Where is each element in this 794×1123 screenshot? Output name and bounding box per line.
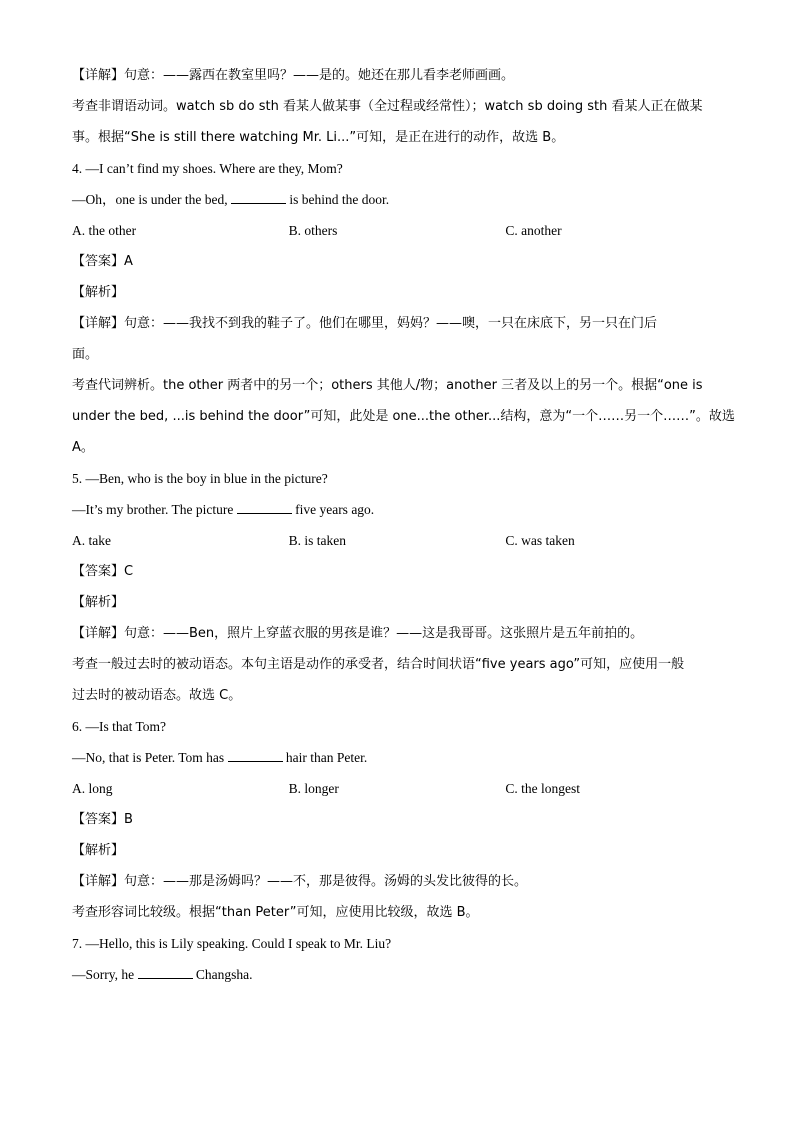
text-line: 考查一般过去时的被动语态。本句主语是动作的承受者，结合时间状语“five years ago”可知，应使用一般 bbox=[72, 657, 685, 672]
text-line: 【答案】B bbox=[72, 812, 133, 827]
question-text: 7. —Hello, this is Lily speaking. Could I speak to Mr. Liu? bbox=[72, 936, 392, 951]
question-text-after: is behind the door. bbox=[285, 192, 390, 207]
option-item: A. long bbox=[72, 781, 113, 796]
document-page bbox=[72, 60, 735, 990]
text-line: 【详解】句意：——那是汤姆吗？——不，那是彼得。汤姆的头发比彼得的长。 bbox=[72, 874, 528, 889]
question-text: —It’s my brother. The picture bbox=[72, 502, 237, 517]
question-text-after: five years ago. bbox=[291, 502, 375, 517]
question-text-after: hair than Peter. bbox=[282, 750, 368, 765]
question-text: —Oh，one is under the bed, bbox=[72, 192, 231, 207]
question-line bbox=[72, 153, 722, 184]
options-row bbox=[72, 525, 722, 556]
question-text: —No, that is Peter. Tom has bbox=[72, 750, 228, 765]
text-line: 【答案】A bbox=[72, 254, 133, 269]
answer-blank bbox=[228, 751, 283, 762]
answer-blank bbox=[231, 193, 286, 204]
options-row bbox=[72, 773, 722, 804]
text-line: A。 bbox=[72, 440, 94, 455]
question-line bbox=[72, 959, 722, 990]
text-line: 过去时的被动语态。故选 C。 bbox=[72, 688, 242, 703]
text-line: 【详解】句意：——Ben，照片上穿蓝衣服的男孩是谁？——这是我哥哥。这张照片是五年前拍的。 bbox=[72, 626, 644, 641]
text-line: 考查非谓语动词。watch sb do sth 看某人做某事（全过程或经常性）；watch sb doing sth 看某人正在做某 bbox=[72, 99, 703, 114]
option-item: B. longer bbox=[288, 781, 339, 796]
option-item: C. the longest bbox=[505, 781, 580, 796]
question-text: 5. —Ben, who is the boy in blue in the picture? bbox=[72, 471, 328, 486]
question-text-after: Changsha. bbox=[192, 967, 253, 982]
option-item: A. the other bbox=[72, 223, 137, 238]
option-item: A. take bbox=[72, 533, 111, 548]
option-item: B. is taken bbox=[288, 533, 347, 548]
answer-blank bbox=[138, 968, 193, 979]
question-text: 6. —Is that Tom? bbox=[72, 719, 167, 734]
question-line bbox=[72, 742, 722, 773]
question-line bbox=[72, 494, 722, 525]
options-row bbox=[72, 215, 722, 246]
text-line: 面。 bbox=[72, 347, 99, 362]
text-line: 考查代词辨析。the other 两者中的另一个；others 其他人/物；another 三者及以上的另一个。根据“one is bbox=[72, 378, 703, 393]
answer-blank bbox=[237, 503, 292, 514]
text-line: 【详解】句意：——我找不到我的鞋子了。他们在哪里，妈妈？——噢，一只在床底下，另一只在门后 bbox=[72, 316, 658, 331]
text-line: 【解析】 bbox=[72, 285, 125, 300]
question-text: 4. —I can’t find my shoes. Where are they, Mom? bbox=[72, 161, 343, 176]
option-item: C. another bbox=[505, 223, 562, 238]
question-text: —Sorry, he bbox=[72, 967, 138, 982]
option-item: C. was taken bbox=[505, 533, 575, 548]
text-line: 【解析】 bbox=[72, 595, 125, 610]
text-line: 事。根据“She is still there watching Mr. Li...”可知，是正在进行的动作，故选 B。 bbox=[72, 130, 565, 145]
text-line: under the bed, ...is behind the door”可知，此处是 one...the other...结构，意为“一个……另一个……”。故选 bbox=[72, 409, 735, 424]
text-line: 【答案】C bbox=[72, 564, 134, 579]
question-line bbox=[72, 463, 722, 494]
option-item: B. others bbox=[288, 223, 338, 238]
text-line: 考查形容词比较级。根据“than Peter”可知，应使用比较级，故选 B。 bbox=[72, 905, 479, 920]
question-line bbox=[72, 184, 722, 215]
question-line bbox=[72, 928, 722, 959]
text-line: 【详解】句意：——露西在教室里吗？——是的。她还在那儿看李老师画画。 bbox=[72, 68, 515, 83]
question-line bbox=[72, 711, 722, 742]
text-line: 【解析】 bbox=[72, 843, 125, 858]
